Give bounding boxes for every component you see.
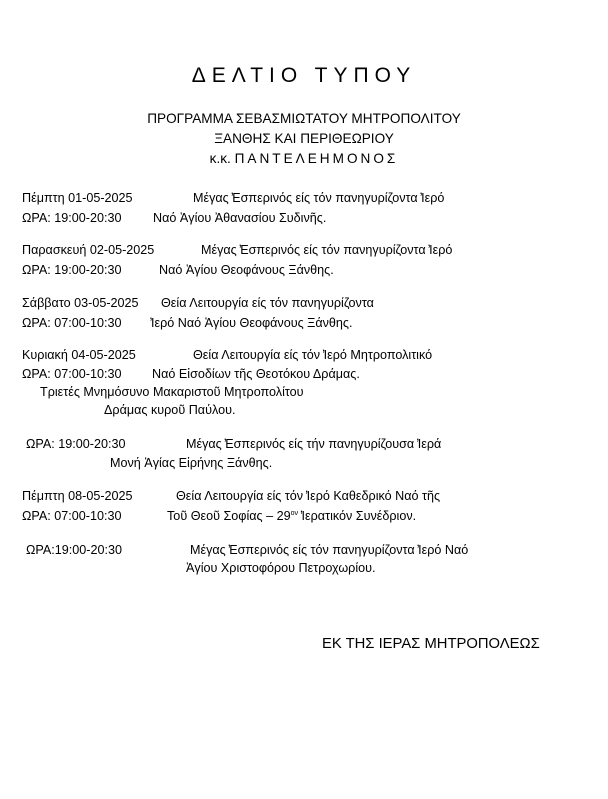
entry-1-time: ΩΡΑ: 19:00-20:30 xyxy=(22,211,122,225)
entry-4-memorial-line2: Δράμας κυροῦ Παύλου. xyxy=(104,403,236,417)
entry-1-event-line1: Μέγας ̓Εσπερινός είς τόν πανηγυρίζοντα ̓Ιερό xyxy=(193,191,445,205)
entry-1-day: Πέμπτη 01-05-2025 xyxy=(22,191,133,205)
honorific-prefix: κ.κ. xyxy=(209,151,231,166)
program-heading: ΠΡΟΓΡΑΜΜΑ ΣΕΒΑΣΜΙΩΤΑΤΟΥ ΜΗΤΡΟΠΟΛΙΤΟΥ xyxy=(147,111,461,126)
entry-3-day: Σάββατο 03-05-2025 xyxy=(22,296,139,310)
entry-3-event-line1: Θεία Λειτουργία είς τόν πανηγυρίζοντα xyxy=(161,296,374,310)
entry-5-time: ΩΡΑ: 19:00-20:30 xyxy=(26,437,126,451)
entry-6-day: Πέμπτη 08-05-2025 xyxy=(22,489,133,503)
entry-2-event-line1: Μέγας ̓Εσπερινός είς τόν πανηγυρίζοντα ̓Ιερό xyxy=(201,243,453,257)
entry-4-time: ΩΡΑ: 07:00-10:30 xyxy=(22,367,122,381)
entry-1-event-line2: Ναό Ἁγίου Ἀθανασίου Συδινῆς. xyxy=(153,211,327,225)
entry-4-event-line2: Ναό Εἰσοδίων τῆς Θεοτόκου Δράμας. xyxy=(152,367,360,381)
entry-6-event-line2-main: Τοῦ Θεοῦ Σοφίας – 29 xyxy=(167,509,291,523)
entry-2-day: Παρασκευή 02-05-2025 xyxy=(22,243,155,257)
metropolis-name: ΞΑΝΘΗΣ ΚΑΙ ΠΕΡΙΘΕΩΡΙΟΥ xyxy=(214,131,394,146)
signature-line: ΕΚ ΤΗΣ ΙΕΡΑΣ ΜΗΤΡΟΠΟΛΕΩΣ xyxy=(322,636,540,652)
entry-5-event-line1: Μέγας ̓Εσπερινός είς τήν πανηγυρίζουσα ̓Ιερά xyxy=(186,437,442,451)
entry-2-time: ΩΡΑ: 19:00-20:30 xyxy=(22,263,122,277)
entry-7-time: ΩΡΑ:19:00-20:30 xyxy=(26,543,123,557)
entry-7-event-line1: Μέγας ̓Εσπερινός είς τόν πανηγυρίζοντα ̓Ιερό Ναό xyxy=(190,543,469,557)
metropolitan-name-line xyxy=(0,151,608,166)
entry-4-day: Κυριακή 04-05-2025 xyxy=(22,348,136,362)
document-title: ΔΕΛΤΙΟ ΤΥΠΟΥ xyxy=(191,64,417,87)
entry-6-event-line2 xyxy=(167,509,416,523)
entry-6-event-line1: Θεία Λειτουργία είς τόν ̓Ιερό Καθεδρικό Ναό τῆς xyxy=(176,489,441,503)
entry-6-event-line2-rest: ̓Ιερατικόν Συνέδριον. xyxy=(298,509,417,523)
entry-4-event-line1: Θεία Λειτουργία είς τόν ̓Ιερό Μητροπολιτικό xyxy=(193,348,433,362)
entry-7-event-line2: Ἁγίου Χριστοφόρου Πετροχωρίου. xyxy=(186,561,376,575)
entry-2-event-line2: Ναό Ἁγίου Θεοφάνους Ξάνθης. xyxy=(159,263,334,277)
entry-5-event-line2: Μονή Ἁγίας Εἰρήνης Ξάνθης. xyxy=(110,456,273,470)
entry-3-time: ΩΡΑ: 07:00-10:30 xyxy=(22,316,122,330)
entry-4-memorial-line1: Τριετές Μνημόσυνο Μακαριστοῦ Μητροπολίτου xyxy=(40,385,304,399)
entry-3-event-line2: ̓Ιερό Ναό Ἁγίου Θεοφάνους Ξάνθης. xyxy=(151,316,353,330)
ordinal-suffix: ον xyxy=(290,510,299,517)
metropolitan-name: ΠΑΝΤΕΛΕΗΜΟΝΟΣ xyxy=(234,151,399,166)
entry-6-time: ΩΡΑ: 07:00-10:30 xyxy=(22,509,122,523)
